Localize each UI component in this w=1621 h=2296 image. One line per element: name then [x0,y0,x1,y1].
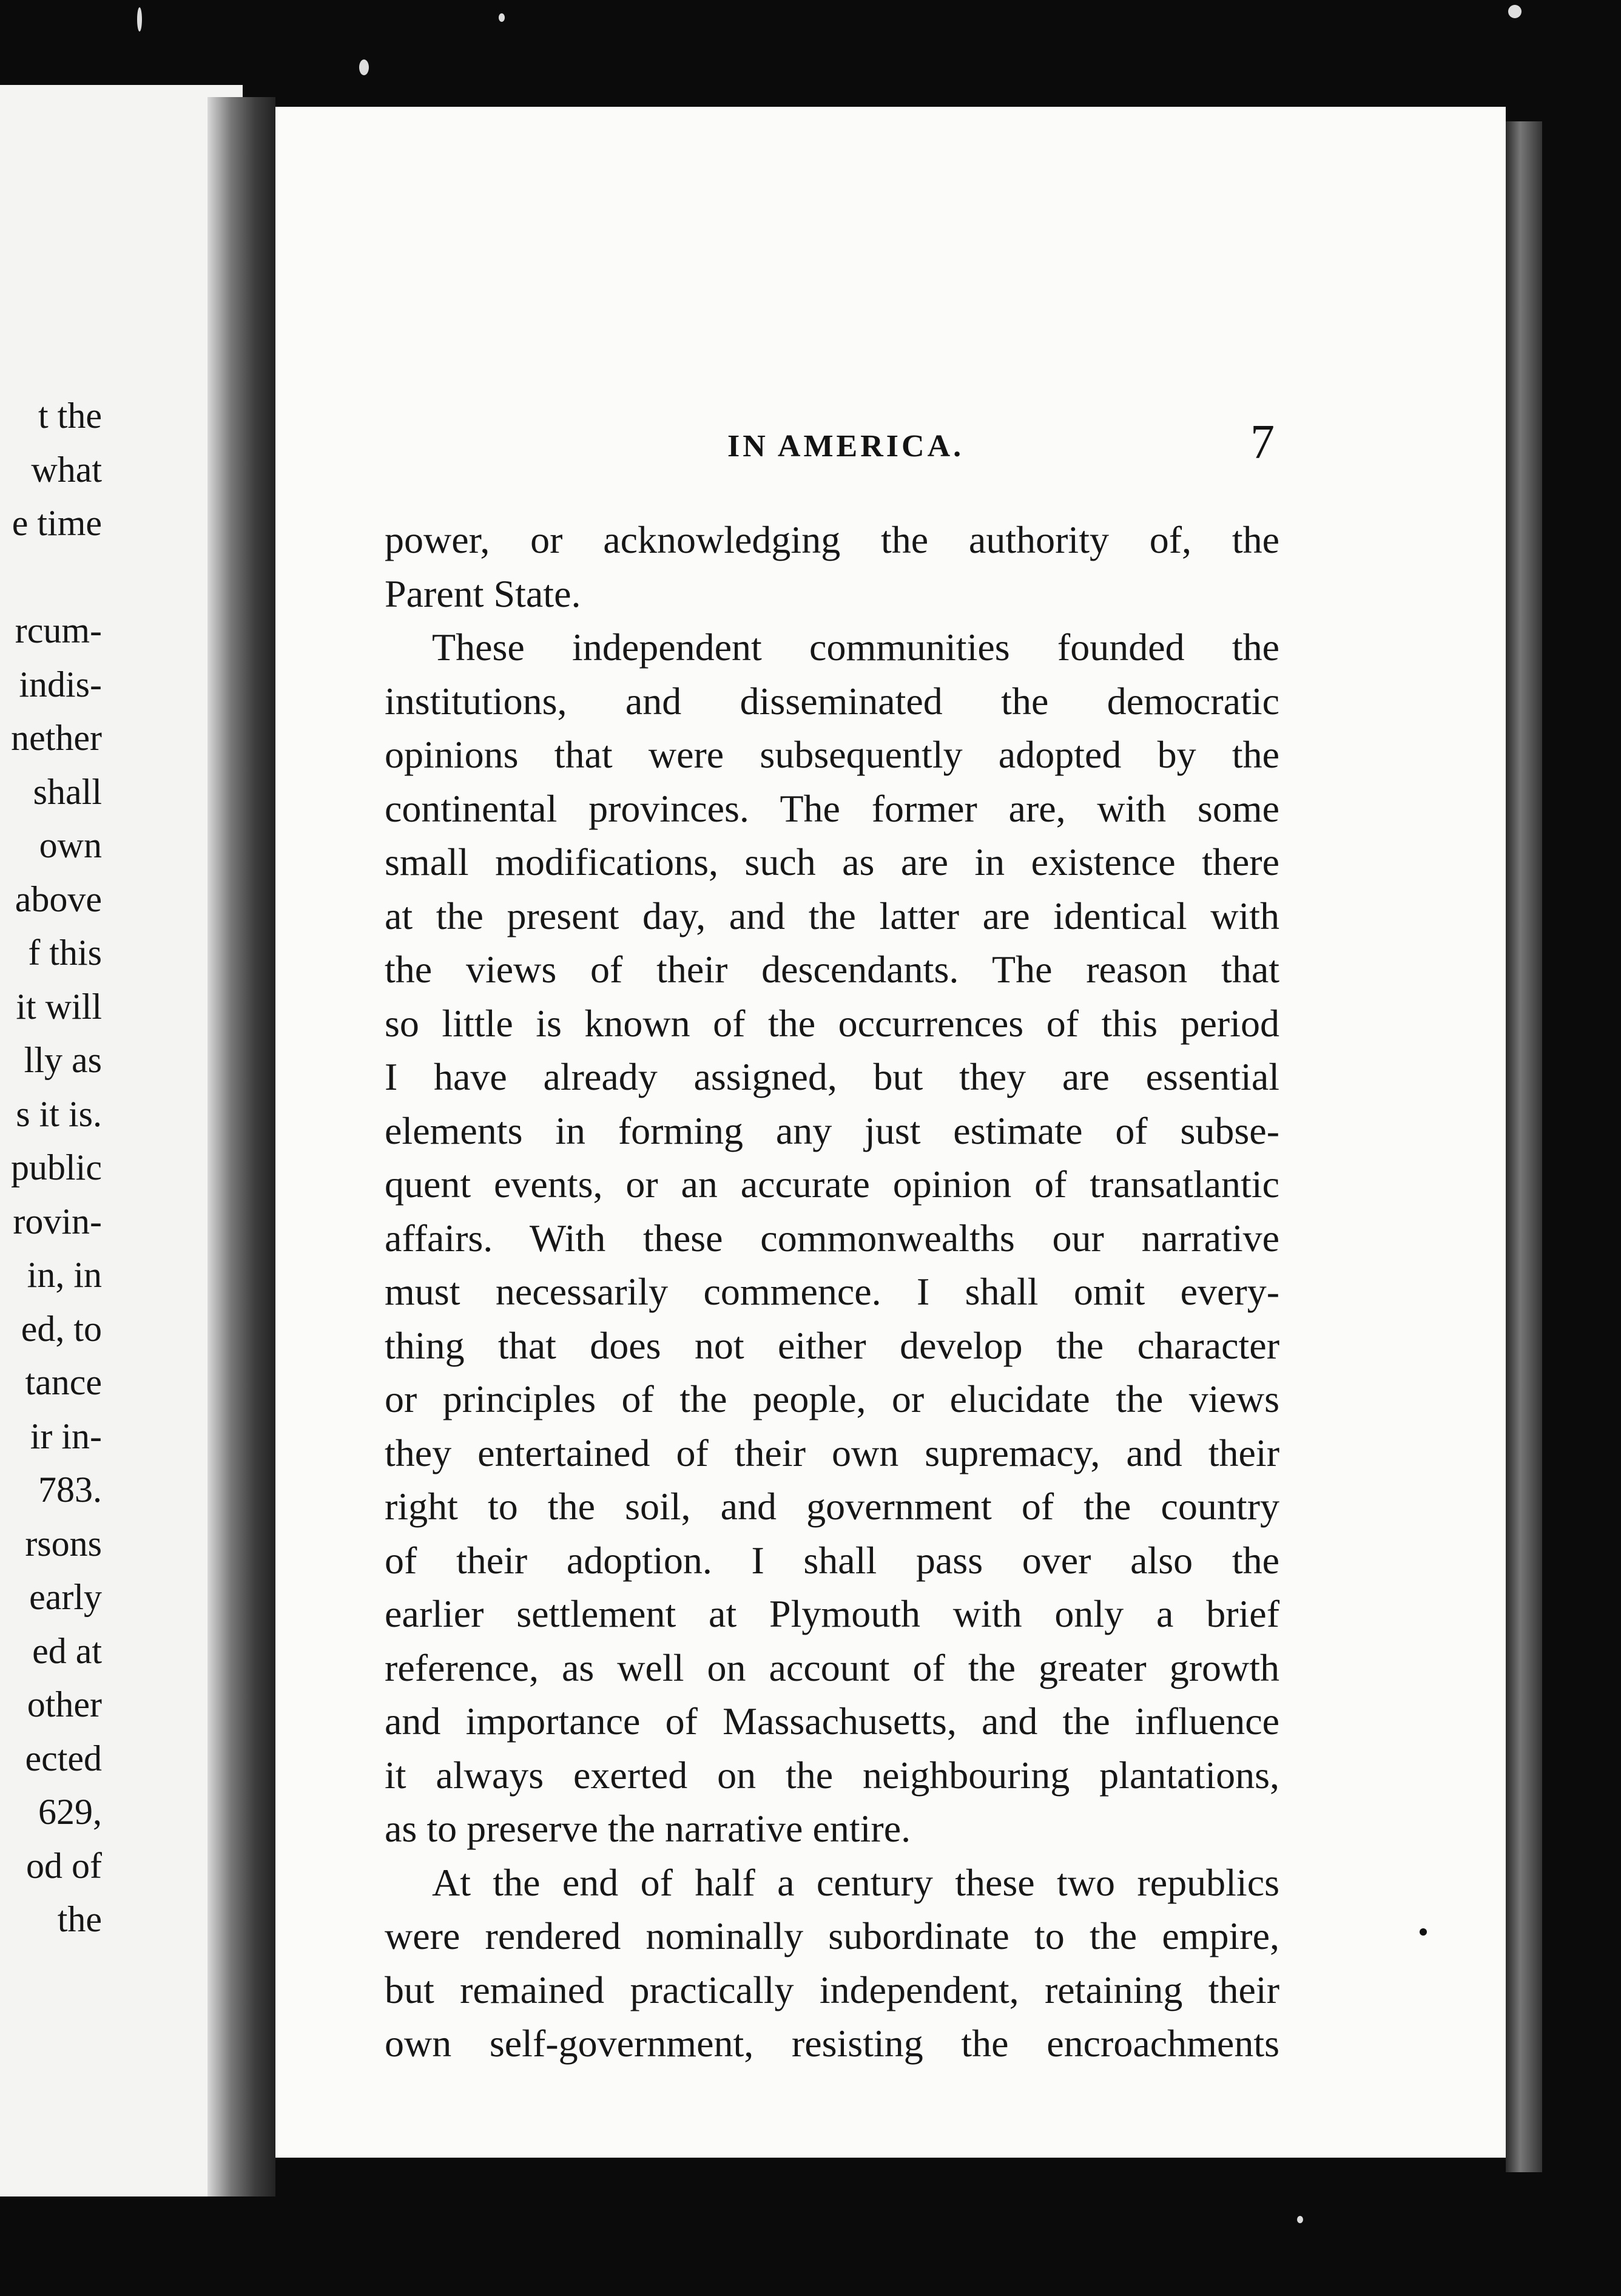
left-page-fragment: early [29,1577,102,1617]
text-line: so little is known of the occurrences of this period [385,1001,1279,1045]
text-line: small modifications, such as are in existence there [385,840,1279,883]
scan-speck [1508,5,1522,18]
left-page-fragment: od of [26,1845,102,1886]
text-line: affairs. With these commonwealths our narrative [385,1216,1279,1260]
text-line: they entertained of their own supremacy, and their [385,1431,1279,1474]
text-line: These independent communities founded the [432,626,1279,669]
text-line: the views of their descendants. The reason that [385,948,1279,991]
left-page-fragment: rsons [25,1523,102,1564]
left-page-fragment: what [31,449,102,490]
left-page-fragment: public [11,1147,102,1187]
text-line: continental provinces. The former are, with some [385,786,1279,830]
left-page-fragment: 629, [38,1792,102,1832]
left-page-fragment: 783. [38,1470,102,1510]
text-line: at the present day, and the latter are identical with [385,894,1279,937]
text-line: elements in forming any just estimate of subse- [385,1109,1279,1152]
previous-page [0,85,243,2196]
text-line: were rendered nominally subordinate to the empire, [385,1914,1279,1957]
page-edge [1506,121,1542,2172]
left-page-fragment: above [15,879,102,919]
book-page [275,107,1506,2158]
text-line: thing that does not either develop the character [385,1323,1279,1367]
text-line: Parent State. [385,572,581,615]
left-page-fragment: rcum- [15,610,102,650]
text-line: earlier settlement at Plymouth with only a brief [385,1592,1279,1635]
left-page-fragment: nether [11,718,102,758]
text-line: opinions that were subsequently adopted by the [385,733,1279,776]
left-page-fragment: e time [12,503,102,543]
scan-speck [137,7,142,32]
scan-speck [1297,2216,1303,2223]
left-page-fragment: ir in- [30,1416,102,1456]
body-text [385,513,1279,2071]
text-line: institutions, and disseminated the democratic [385,679,1279,723]
left-page-fragment: ed at [32,1630,102,1671]
text-line: I have already assigned, but they are essential [385,1055,1279,1098]
page-number: 7 [1250,416,1275,469]
page-gutter-shadow [207,97,275,2196]
left-page-fragment: s it is. [16,1093,102,1134]
left-page-fragment: f this [28,933,102,973]
text-line: At the end of half a century these two republics [432,1860,1279,1904]
left-page-fragment: lly as [24,1040,102,1080]
text-line: as to preserve the narrative entire. [385,1807,911,1850]
left-page-fragment: in, in [27,1255,102,1295]
left-page-fragment: the [57,1899,102,1939]
text-line: quent events, or an accurate opinion of transatlantic [385,1163,1279,1206]
scan-speck [1420,1928,1427,1936]
running-header: IN AMERICA. [727,429,965,464]
text-line: of their adoption. I shall pass over also the [385,1538,1279,1582]
text-line: but remained practically independent, retaining their [385,1968,1279,2011]
left-page-fragment: ected [25,1738,102,1778]
text-line: must necessarily commence. I shall omit every- [385,1270,1279,1313]
left-page-fragment: shall [33,771,102,812]
scan-speck [359,59,369,75]
left-page-fragment: it will [16,986,102,1027]
text-line: it always exerted on the neighbouring plantations, [385,1753,1279,1797]
left-page-fragment: t the [38,396,102,436]
text-line: own self-government, resisting the encroachments [385,2022,1279,2065]
left-page-fragment: other [27,1684,102,1724]
text-line: power, or acknowledging the authority of, the [385,518,1279,561]
scan-speck [499,13,505,22]
left-page-fragment: ed, to [21,1308,102,1349]
text-line: reference, as well on account of the greater growth [385,1646,1279,1689]
left-page-fragment: own [39,825,102,865]
text-line: and importance of Massachusetts, and the influence [385,1700,1279,1743]
text-line: or principles of the people, or elucidate the views [385,1377,1279,1420]
left-page-fragment: indis- [19,664,102,704]
left-page-fragment: tance [25,1362,102,1402]
left-page-fragment: rovin- [13,1201,102,1241]
text-line: right to the soil, and government of the country [385,1485,1279,1528]
